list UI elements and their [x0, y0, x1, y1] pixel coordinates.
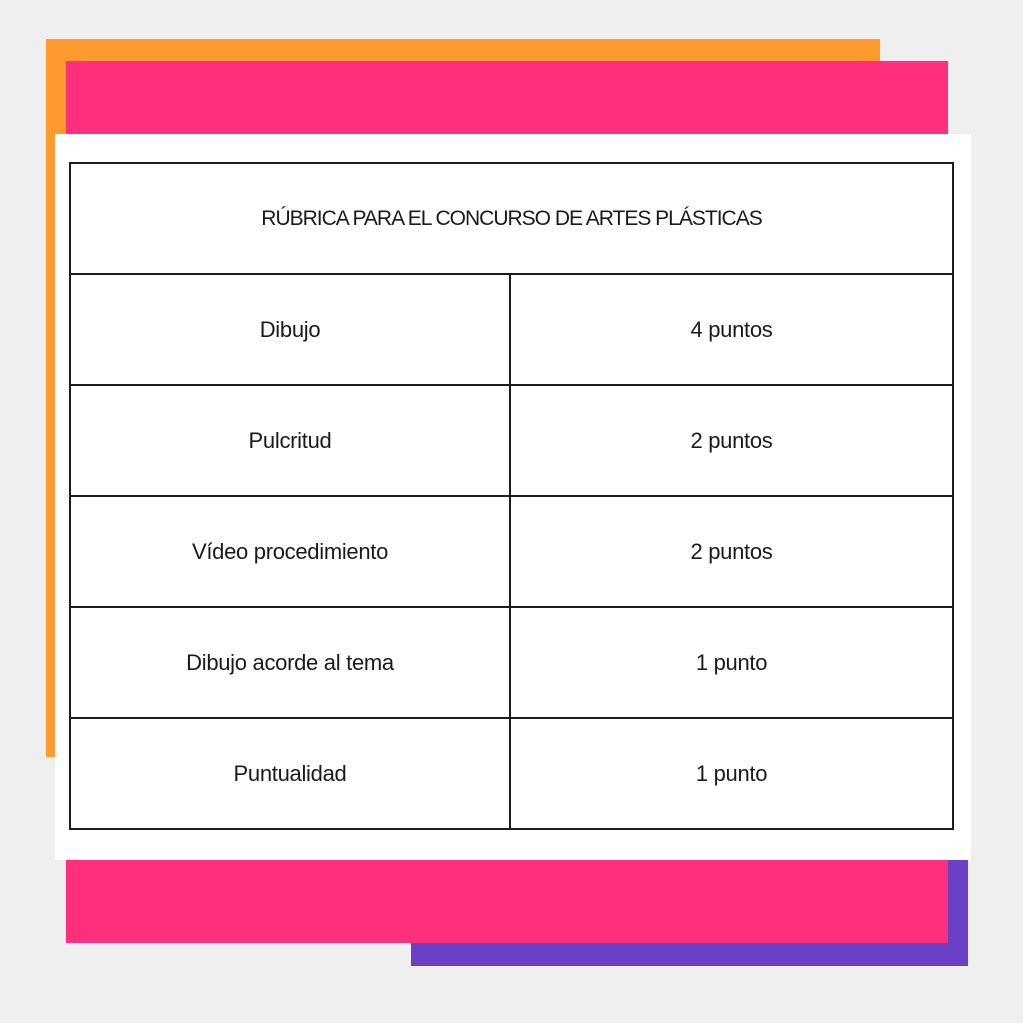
pink-top-band	[66, 61, 948, 141]
table-row	[70, 718, 953, 829]
points-cell: 2 puntos	[510, 496, 953, 607]
pink-bottom-band	[66, 855, 948, 943]
criterion-cell: Dibujo acorde al tema	[70, 607, 510, 718]
criterion-cell: Pulcritud	[70, 385, 510, 496]
criterion-cell: Dibujo	[70, 274, 510, 385]
rubric-card	[55, 134, 971, 860]
table-row	[70, 274, 953, 385]
points-cell: 2 puntos	[510, 385, 953, 496]
rubric-table	[69, 162, 954, 830]
table-row	[70, 607, 953, 718]
criterion-cell: Vídeo procedimiento	[70, 496, 510, 607]
table-row	[70, 385, 953, 496]
points-cell: 1 punto	[510, 718, 953, 829]
points-cell: 1 punto	[510, 607, 953, 718]
rubric-title: RÚBRICA PARA EL CONCURSO DE ARTES PLÁSTICAS	[70, 163, 953, 274]
criterion-cell: Puntualidad	[70, 718, 510, 829]
points-cell: 4 puntos	[510, 274, 953, 385]
rubric-title-row	[70, 163, 953, 274]
table-row	[70, 496, 953, 607]
